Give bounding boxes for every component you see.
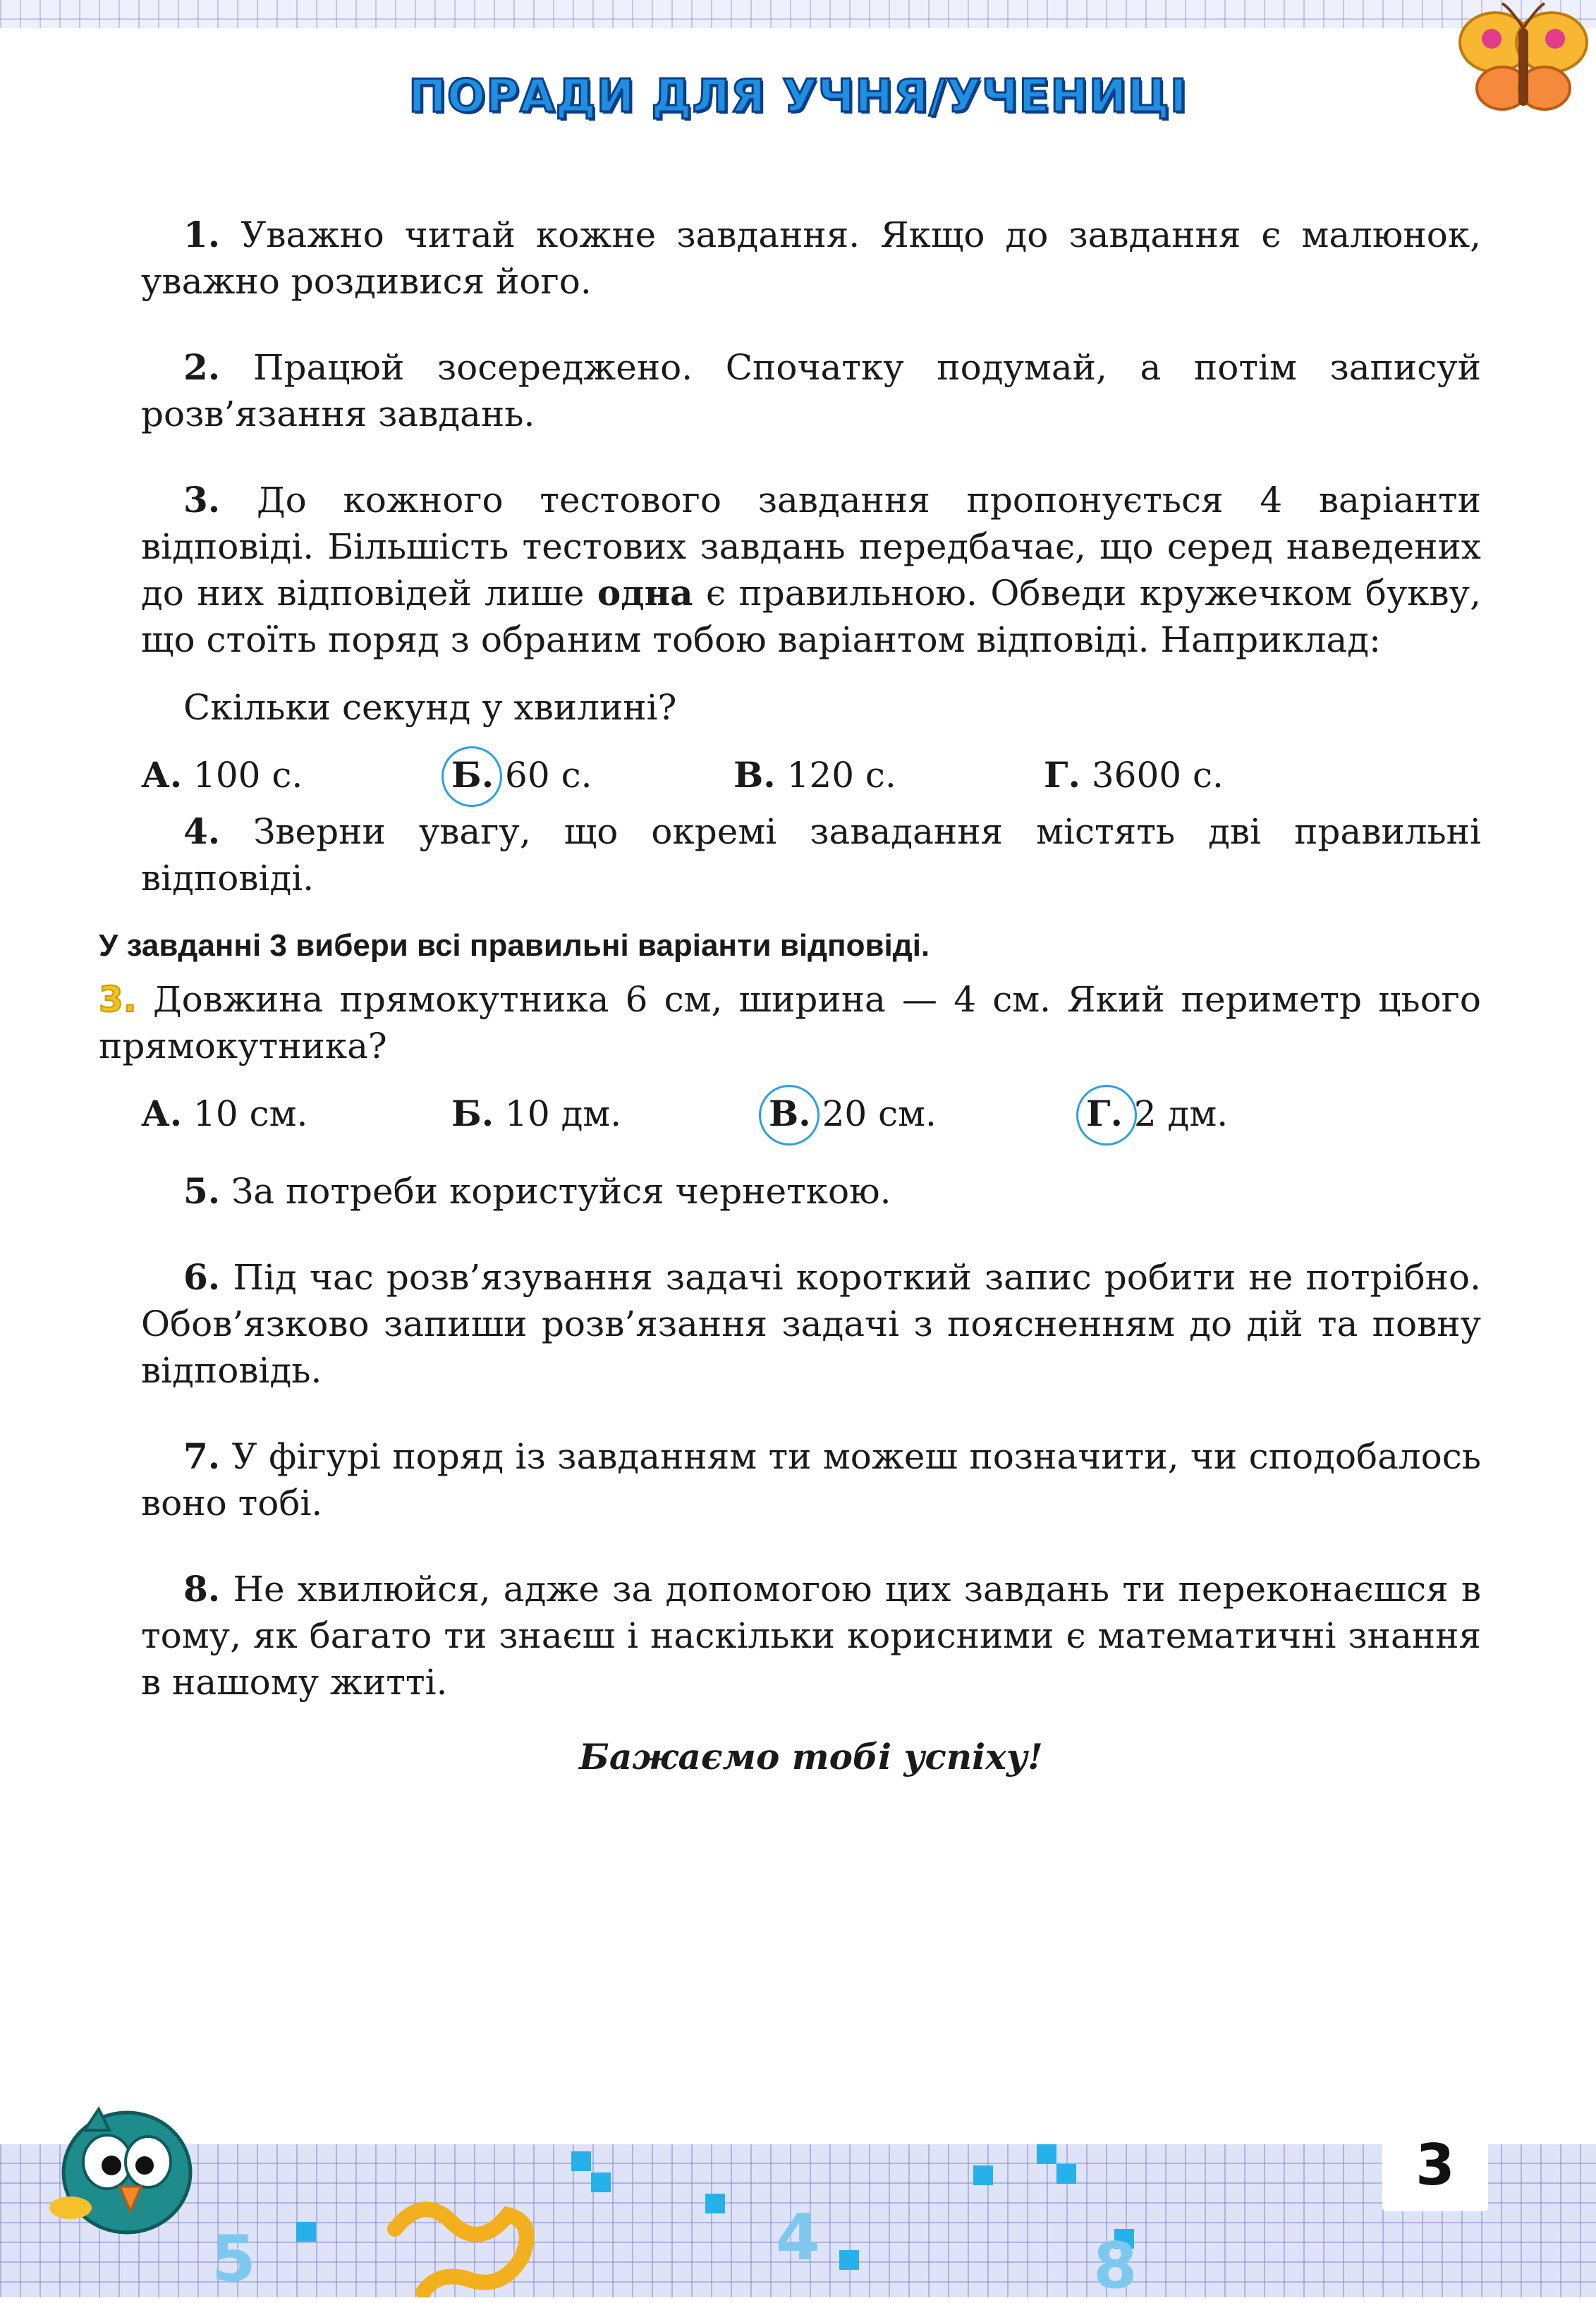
answer-letter-circled: В. — [769, 1090, 811, 1137]
tip-text: Зверни увагу, що окремі завадання містять дві правильні відповіді. — [141, 811, 1481, 899]
answer-option — [1044, 752, 1224, 798]
answer-option — [733, 752, 896, 798]
answer-option — [1086, 1090, 1228, 1137]
band-digit: 8 — [1093, 2229, 1138, 2303]
answer-option — [141, 752, 303, 798]
task-number: 3. — [99, 979, 137, 1020]
answer-option — [141, 1090, 307, 1137]
tips-content — [99, 212, 1481, 1816]
closing-wish: Бажаємо тобі успіху! — [579, 1736, 1043, 1778]
answer-value: 3600 с. — [1091, 755, 1224, 796]
tip-4 — [141, 808, 1481, 901]
answer-value: 20 см. — [822, 1093, 937, 1134]
answer-letter: Б. — [451, 1093, 494, 1134]
tip-number: 6. — [183, 1256, 221, 1298]
answer-option — [451, 752, 592, 798]
tip-number: 5. — [183, 1170, 221, 1212]
example-task — [99, 976, 1481, 1069]
tip-5 — [141, 1168, 1481, 1215]
tip-text: Не хвилюйся, адже за допомогою цих завдань ти переконаєшся в тому, як багато ти знаєш і наскільки корисними є математичні знання в нашому житті. — [141, 1569, 1481, 1703]
answer-letter: В. — [733, 754, 776, 796]
band-digit: 4 — [776, 2201, 820, 2275]
task-text: Довжина прямокутника 6 см, ширина — 4 см. Який периметр цього прямокутника? — [99, 979, 1481, 1067]
tip-3 — [141, 477, 1481, 663]
bird-mascot-icon — [42, 2088, 205, 2243]
tip-6 — [141, 1254, 1481, 1394]
squiggle-decoration-icon — [381, 2180, 550, 2297]
answer-value: 60 с. — [505, 755, 592, 796]
tip-number: 2. — [183, 346, 221, 388]
tip-text: Уважно читай кожне завдання. Якщо до завдання є малюнок, уважно роздивися його. — [141, 214, 1481, 302]
tip-text: є правильною. Обведи кружечком букву, що стоїть поряд з обраним тобою варіантом відповіді. Наприклад: — [141, 573, 1481, 660]
page-number: 3 — [1415, 2132, 1455, 2198]
answer-letter-circled: Г. — [1086, 1090, 1123, 1137]
tip-text: Під час розв’язування задачі короткий запис робити не потрібно. Обов’язково запиши розв’язання задачі з поясненням до дій та повну відповідь. — [141, 1257, 1481, 1391]
tip-text: Працюй зосереджено. Спочатку подумай, а потім записуй розв’язання завдань. — [141, 347, 1481, 435]
example-answers — [141, 752, 1481, 808]
bottom-decorative-band — [0, 2144, 1596, 2303]
answer-letter: Г. — [1044, 754, 1080, 796]
band-digit: 5 — [212, 2222, 256, 2296]
tip-text: У фігурі поряд із завданням ти можеш позначити, чи сподобалось воно тобі. — [141, 1436, 1481, 1524]
answer-letter: А. — [141, 754, 183, 796]
top-decorative-band — [0, 0, 1596, 28]
tip-1 — [141, 212, 1481, 305]
tip-number: 8. — [183, 1568, 221, 1610]
answer-option — [769, 1090, 937, 1137]
tip-number: 3. — [183, 479, 221, 521]
answer-value: 10 см. — [193, 1093, 308, 1134]
tip-number: 4. — [183, 810, 221, 852]
page-title: ПОРАДИ ДЛЯ УЧНЯ/УЧЕНИЦІ — [408, 71, 1188, 123]
tip-number: 7. — [183, 1435, 221, 1477]
answer-value: 120 с. — [786, 755, 896, 796]
answer-letter: А. — [141, 1093, 183, 1134]
task-answers — [141, 1090, 1481, 1147]
page-number-box — [1382, 2127, 1488, 2211]
tip-text: За потреби користуйся чернеткою. — [231, 1171, 891, 1212]
answer-value: 2 дм. — [1133, 1093, 1229, 1134]
answer-letter-circled: Б. — [451, 752, 494, 798]
tip-bold-word: одна — [597, 572, 693, 614]
tip-text: До кожного тестового завдання пропонується 4 варіанти відповіді. Більшість тестових завдань передбачає, що серед наведених до них відповідей лише — [141, 480, 1481, 614]
tip-2 — [141, 344, 1481, 437]
tip-number: 1. — [183, 214, 221, 255]
answer-option — [451, 1090, 621, 1137]
task-instruction: У завданні 3 вибери всі правильні варіанти відповіді. — [99, 928, 930, 963]
answer-value: 10 дм. — [505, 1093, 622, 1134]
tip-8 — [141, 1566, 1481, 1706]
tip-7 — [141, 1433, 1481, 1526]
example-question: Скільки секунд у хвилині? — [183, 687, 677, 728]
answer-value: 100 с. — [193, 755, 303, 796]
